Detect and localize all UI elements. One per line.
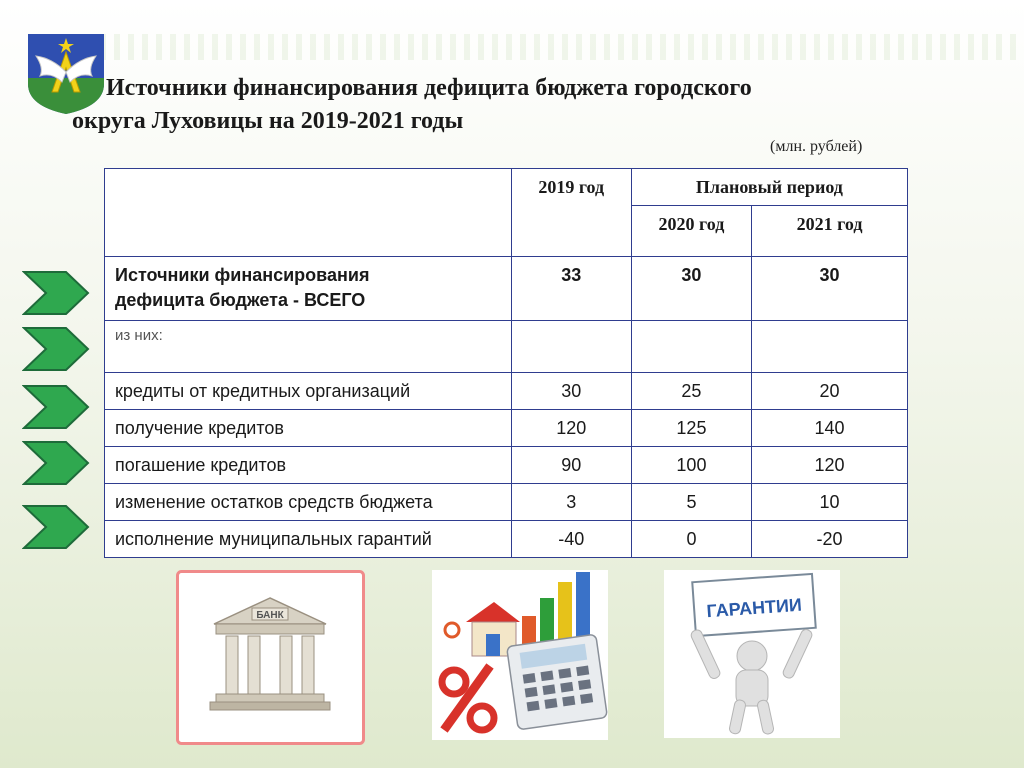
guarantees-image xyxy=(664,570,840,738)
row-label: изменение остатков средств бюджета xyxy=(105,484,512,521)
row-value-2020: 25 xyxy=(631,373,751,410)
guarantees-sign-text: ГАРАНТИИ xyxy=(705,594,803,622)
row-value-2019: 30 xyxy=(511,373,631,410)
table-row xyxy=(105,521,908,558)
table-row xyxy=(105,484,908,521)
table-row xyxy=(105,410,908,447)
row-value-2020: 5 xyxy=(631,484,751,521)
table-row-of-which xyxy=(105,321,908,373)
table-header-row xyxy=(105,169,908,206)
of-which-label: из них: xyxy=(105,321,512,373)
header-2020: 2020 год xyxy=(631,206,751,257)
empty-cell xyxy=(511,321,631,373)
chevron-arrow-icon xyxy=(22,504,90,550)
table-row xyxy=(105,447,908,484)
table-row-total xyxy=(105,257,908,321)
slide-title-line2: округа Луховицы на 2019-2021 годы xyxy=(72,108,464,134)
budget-table xyxy=(104,168,908,558)
row-value-2021: -20 xyxy=(752,521,908,558)
row-value-2019: 90 xyxy=(511,447,631,484)
chevron-arrow-icon xyxy=(22,326,90,372)
row-value-2019: -40 xyxy=(511,521,631,558)
chevron-arrow-icon xyxy=(22,270,90,316)
finance-image xyxy=(432,570,608,740)
bank-image xyxy=(176,570,365,745)
header-2019: 2019 год xyxy=(511,169,631,257)
chevron-arrow-icon xyxy=(22,384,90,430)
slide-title xyxy=(72,72,892,138)
row-value-2020: 0 xyxy=(631,521,751,558)
total-label xyxy=(105,257,512,321)
total-label-line1: Источники финансирования xyxy=(115,265,370,285)
total-2021: 30 xyxy=(752,257,908,321)
row-label: исполнение муниципальных гарантий xyxy=(105,521,512,558)
header-2021: 2021 год xyxy=(752,206,908,257)
row-label: погашение кредитов xyxy=(105,447,512,484)
bank-sign-text: БАНК xyxy=(256,610,284,621)
row-value-2021: 10 xyxy=(752,484,908,521)
row-value-2021: 20 xyxy=(752,373,908,410)
empty-cell xyxy=(631,321,751,373)
row-label: кредиты от кредитных организаций xyxy=(105,373,512,410)
decorative-stripe xyxy=(100,34,1024,60)
units-label: (млн. рублей) xyxy=(770,138,863,155)
row-label: получение кредитов xyxy=(105,410,512,447)
row-value-2020: 100 xyxy=(631,447,751,484)
empty-cell xyxy=(752,321,908,373)
total-2019: 33 xyxy=(511,257,631,321)
total-2020: 30 xyxy=(631,257,751,321)
row-value-2021: 140 xyxy=(752,410,908,447)
slide-title-line1: Источники финансирования дефицита бюджета городского xyxy=(106,75,752,101)
total-label-line2: дефицита бюджета - ВСЕГО xyxy=(115,290,366,310)
table-row xyxy=(105,373,908,410)
header-planned-period: Плановый период xyxy=(631,169,907,206)
row-value-2021: 120 xyxy=(752,447,908,484)
table-corner-cell xyxy=(105,169,512,257)
row-value-2019: 120 xyxy=(511,410,631,447)
chevron-arrow-icon xyxy=(22,440,90,486)
row-value-2019: 3 xyxy=(511,484,631,521)
row-value-2020: 125 xyxy=(631,410,751,447)
